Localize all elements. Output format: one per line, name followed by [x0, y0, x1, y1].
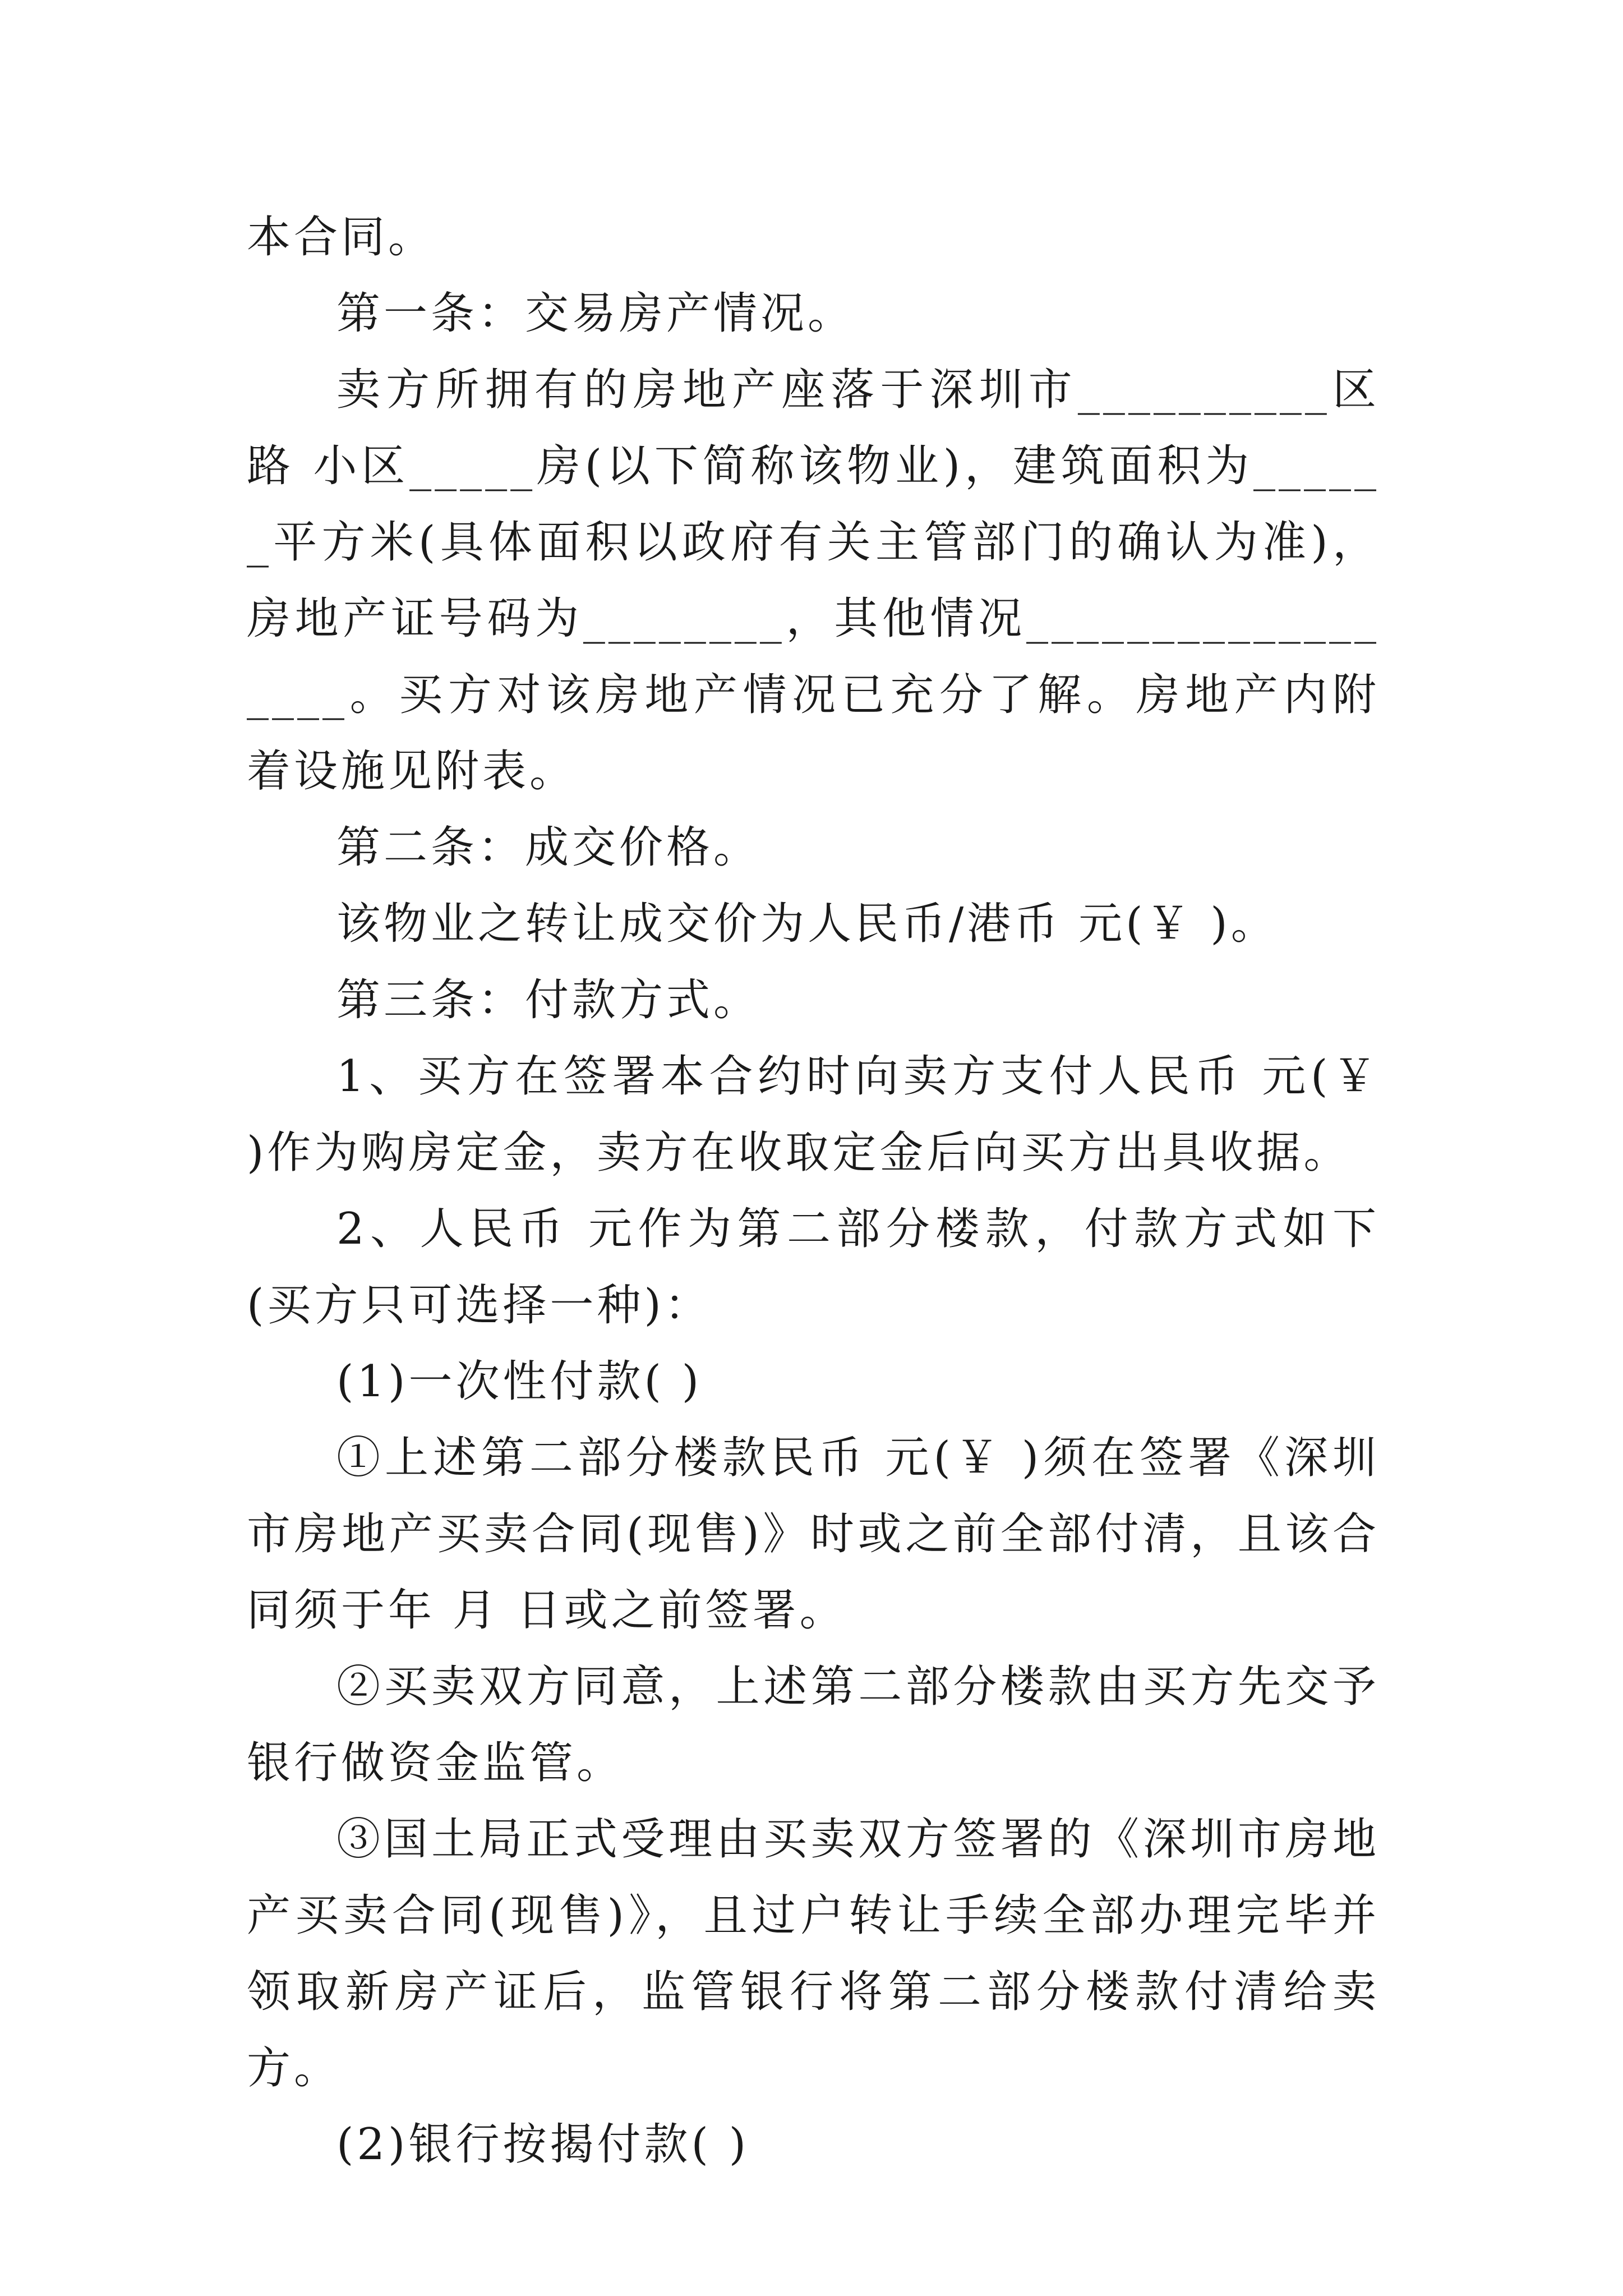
article-2-heading: 第二条：成交价格。: [336, 822, 761, 873]
document-body: [247, 199, 1380, 2183]
lump-sum-option: (1)一次性付款( ): [336, 1356, 703, 1407]
mortgage-option: (2)银行按揭付款( ): [336, 2119, 750, 2170]
lump-sum-item-3: ③国土局正式受理由买卖双方签署的《深圳市房地产买卖合同(现售)》，且过户转让手续全部办理完毕并领取新房产证后，监管银行将第二部分楼款付清给卖方。: [247, 1814, 1380, 2093]
lump-sum-item-2: ②买卖双方同意，上述第二部分楼款由买方先交予银行做资金监管。: [247, 1662, 1380, 1788]
paragraph-contract-end: 本合同。: [247, 212, 436, 263]
article-1-heading: 第一条：交易房产情况。: [336, 288, 855, 339]
second-payment-clause: 2、人民币 元作为第二部分楼款，付款方式如下(买方只可选择一种)：: [247, 1204, 1380, 1331]
lump-sum-item-1: ①上述第二部分楼款民币 元(￥ )须在签署《深圳市房地产买卖合同(现售)》时或之前全部付清，且该合同须于年 月 日或之前签署。: [247, 1433, 1380, 1636]
deposit-clause: 1、买方在签署本合约时向卖方支付人民币 元(￥ )作为购房定金，卖方在收取定金后向买方出具收据。: [247, 1051, 1380, 1178]
article-3-heading: 第三条：付款方式。: [336, 975, 761, 1025]
transaction-price-paragraph: 该物业之转让成交价为人民币/港币 元(￥ )。: [336, 899, 1278, 949]
property-description-paragraph: 卖方所拥有的房地产座落于深圳市__________区 路 小区_____房(以下简称该物业)，建筑面积为______平方米(具体面积以政府有关主管部门的确认为准)，房地产证号码为________，其他情况__________________。买方对该房地产情况已充分了解。房地产内附着设施见附表。: [247, 365, 1380, 797]
